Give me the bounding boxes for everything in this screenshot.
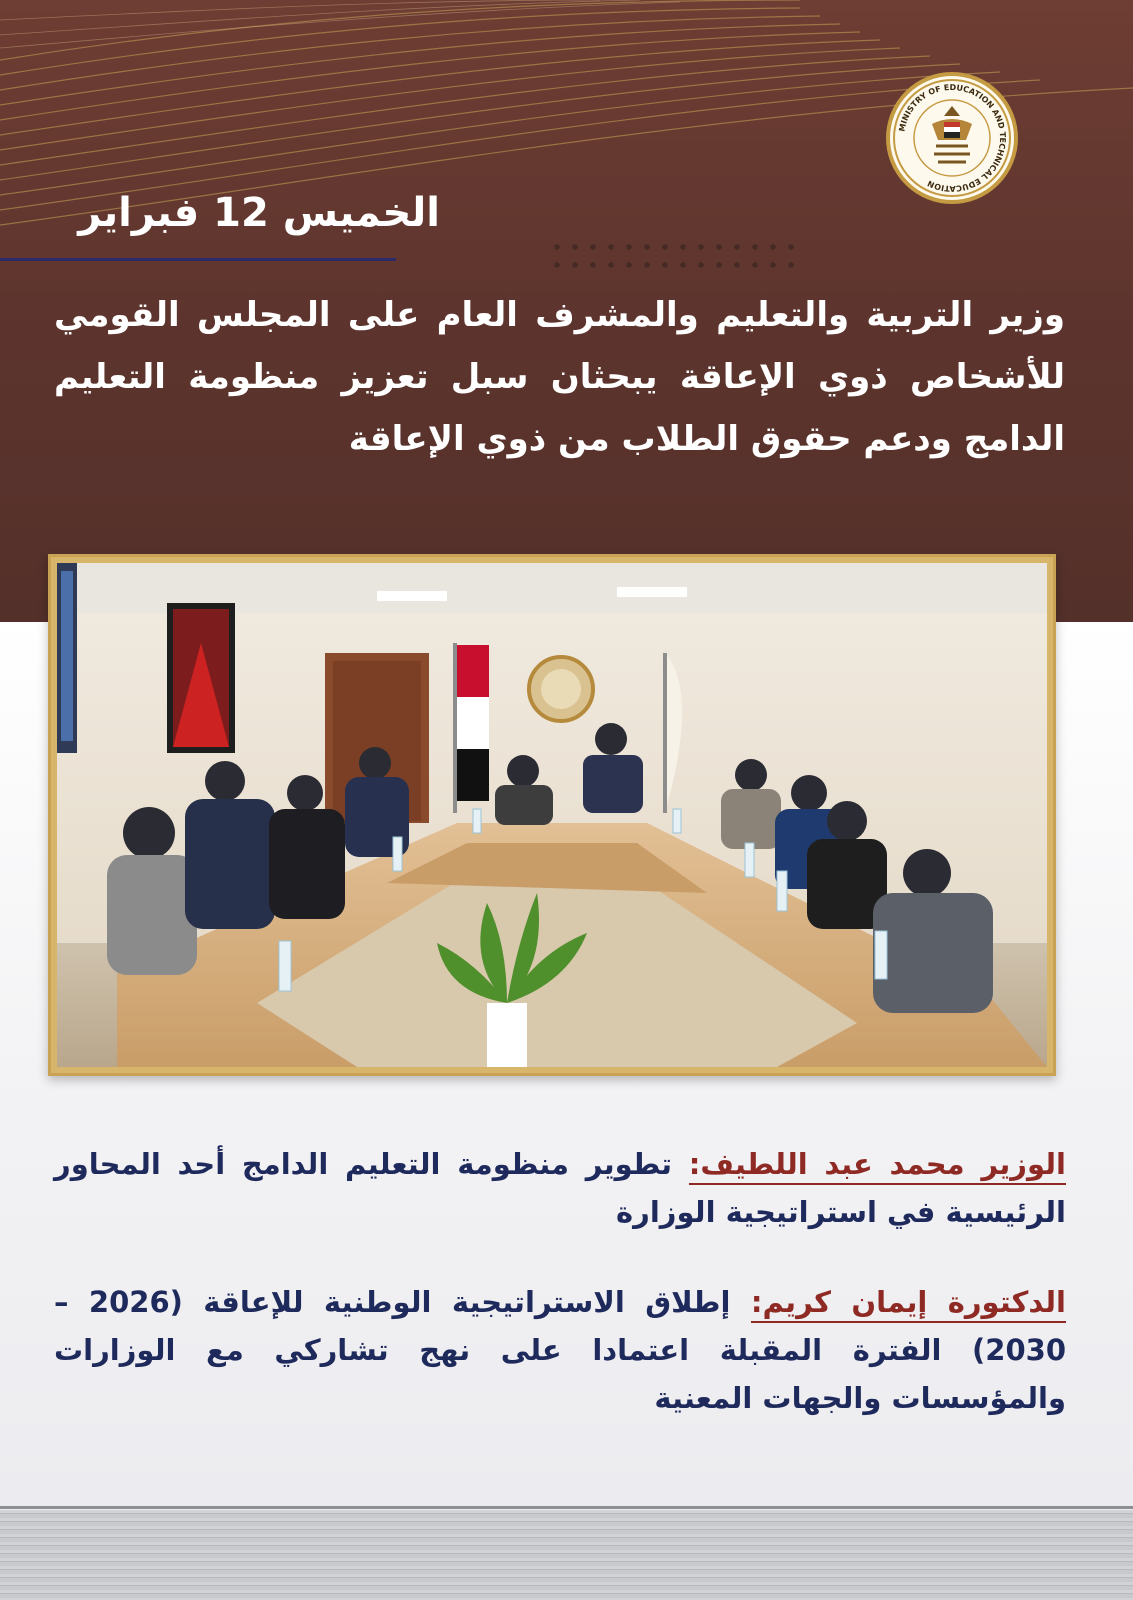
eagle-emblem-icon bbox=[890, 76, 1014, 200]
headline: وزير التربية والتعليم والمشرف العام على المجلس القومي للأشخاص ذوي الإعاقة يبحثان سبل تعزيز منظومة التعليم الدامج ودعم حقوق الطلاب من ذوي الإعاقة bbox=[54, 295, 1065, 459]
dot-pattern bbox=[548, 238, 806, 274]
logo-ring-text: MINISTRY OF EDUCATION AND TECHNICAL EDUCATION bbox=[897, 82, 1008, 194]
ministry-logo bbox=[886, 72, 1018, 204]
speaker-minister: الوزير محمد عبد اللطيف: bbox=[689, 1147, 1066, 1185]
quote-minister-text: تطوير منظومة التعليم الدامج أحد المحاور الرئيسية في استراتيجية الوزارة bbox=[54, 1147, 1066, 1229]
meeting-photo bbox=[48, 554, 1056, 1076]
quote-minister bbox=[54, 1140, 1066, 1236]
quote-doctor-text: إطلاق الاستراتيجية الوطنية للإعاقة (2026 – 2030) الفترة المقبلة اعتمادا على نهج تشاركي مع الوزارات والمؤسسات والجهات المعنية bbox=[54, 1285, 1066, 1415]
footer-divider bbox=[0, 1506, 1133, 1509]
date-label: الخميس 12 فبراير bbox=[78, 190, 440, 236]
quote-doctor bbox=[54, 1278, 1066, 1422]
speaker-doctor: الدكتورة إيمان كريم: bbox=[751, 1285, 1066, 1323]
meeting-photo-icon bbox=[57, 563, 1047, 1067]
footer-band bbox=[0, 1510, 1133, 1600]
date-underline bbox=[0, 258, 396, 261]
